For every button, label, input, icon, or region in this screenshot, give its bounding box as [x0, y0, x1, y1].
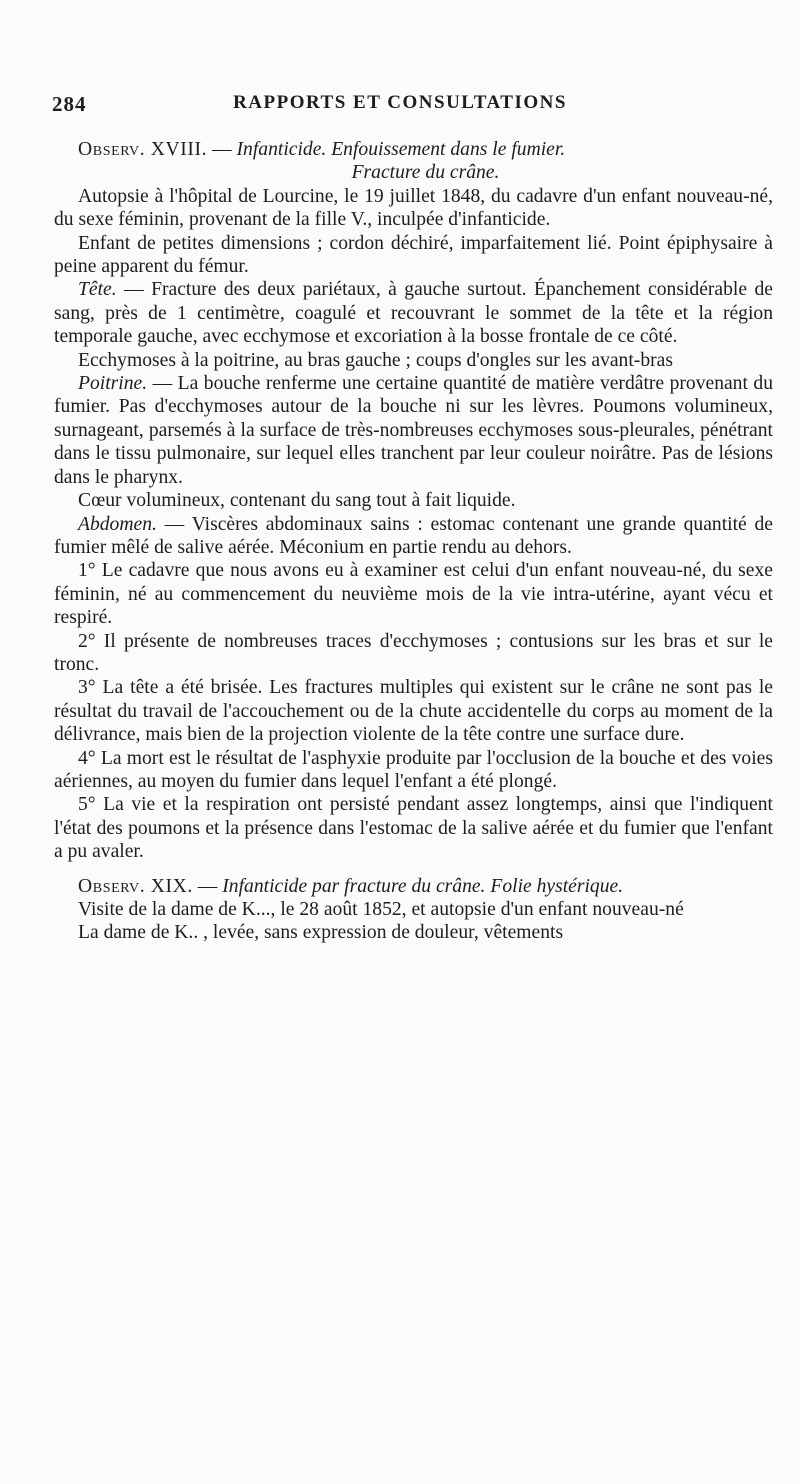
observation-18-label: Observ. XVIII.	[78, 139, 208, 160]
running-title: RAPPORTS ET CONSULTATIONS	[233, 92, 567, 113]
conclusion-2: 2° Il présente de nombreuses traces d'ecchymoses ; contusions sur les bras et sur le tronc.	[54, 630, 773, 675]
paragraph-dimensions: Enfant de petites dimensions ; cordon déchiré, imparfaitement lié. Point épiphysaire à peine apparent du fémur.	[54, 232, 773, 278]
observation-19-label: Observ. XIX.	[78, 875, 193, 897]
conclusion-1: 1° Le cadavre que nous avons eu à examiner est celui d'un enfant nouveau-né, du sexe féminin, né au commencement du neuvième mois de la vie intra-utérine, ayant vécu et respiré.	[54, 560, 773, 629]
paragraph-ecchymoses: Ecchymoses à la poitrine, au bras gauche ; coups d'ongles sur les avant-bras	[78, 349, 673, 371]
paragraph-lady: La dame de K.. , levée, sans expression de douleur, vêtements	[78, 922, 564, 944]
page-header	[0, 92, 800, 132]
section-gap	[54, 864, 773, 875]
observation-19-topic: Infanticide par fracture du crâne. Folie hystérique.	[222, 875, 624, 897]
paragraph-chest	[54, 372, 773, 489]
paragraph-autopsy: Autopsie à l'hôpital de Lourcine, le 19 juillet 1848, du cadavre d'un enfant nouveau-né, du sexe féminin, provenant de la fille V., inculpée d'infanticide.	[54, 185, 773, 231]
conclusion-3: 3° La tête a été brisée. Les fractures multiples qui existent sur le crâne ne sont pas le résultat du travail de l'accouchement ou de la chute accidentelle du corps au moment de la délivrance, mais bien de la projection violente de la tête contre une surface dure.	[54, 677, 773, 746]
section-label-chest: Poitrine.	[78, 373, 148, 395]
paragraph-abdomen-text: — Viscères abdominaux sains : estomac contenant une grande quantité de fumier mêlé de salive aérée. Méconium en partie rendu au dehors.	[54, 513, 773, 558]
paragraph-chest-text: — La bouche renferme une certaine quantité de matière verdâtre provenant du fumier. Pas d'ecchymoses autour de la bouche ni sur les lèvres. Poumons volumineux, surnageant, parsemés à la surface de très-nombreuses ecchymoses sous-pleurales, pénétrant dans le tissu pulmonaire, sur lequel elles tranchent par leur couleur noirâtre. Pas de lésions dans le pharynx.	[54, 373, 773, 488]
observation-18-subtitle: Fracture du crâne.	[351, 162, 500, 184]
paragraph-head-text: — Fracture des deux pariétaux, à gauche surtout. Épanchement considérable de sang, près de 1 centimètre, coagulé et recouvrant le sommet de la tête et la région temporale gauche, avec ecchymose et excoriation à la bosse frontale de ce côté.	[54, 279, 773, 348]
section-label-head: Tête.	[78, 279, 117, 301]
heading-dash: —	[207, 139, 237, 160]
paragraph-visit: Visite de la dame de K..., le 28 août 1852, et autopsie d'un enfant nouveau-né	[78, 899, 684, 920]
page-body	[54, 138, 773, 945]
conclusion-4: 4° La mort est le résultat de l'asphyxie produite par l'occlusion de la bouche et des voies aériennes, au moyen du fumier dans lequel l'enfant a été plongé.	[54, 747, 773, 792]
heading-dash: —	[192, 875, 223, 897]
observation-19-heading	[54, 875, 773, 898]
observation-18-topic: Infanticide. Enfouissement dans le fumier.	[236, 139, 566, 160]
paragraph-heart: Cœur volumineux, contenant du sang tout à fait liquide.	[78, 490, 516, 512]
conclusion-5: 5° La vie et la respiration ont persisté pendant assez longtemps, ainsi que l'indiquent l'état des poumons et la présence dans l'estomac de la salive aérée et du fumier que l'enfant a pu avaler.	[54, 794, 773, 863]
paragraph-abdomen	[54, 513, 773, 560]
observation-18-heading	[54, 138, 773, 161]
section-label-abdomen: Abdomen.	[78, 513, 157, 535]
paragraph-head	[54, 278, 773, 348]
page-number: 284	[52, 92, 87, 116]
